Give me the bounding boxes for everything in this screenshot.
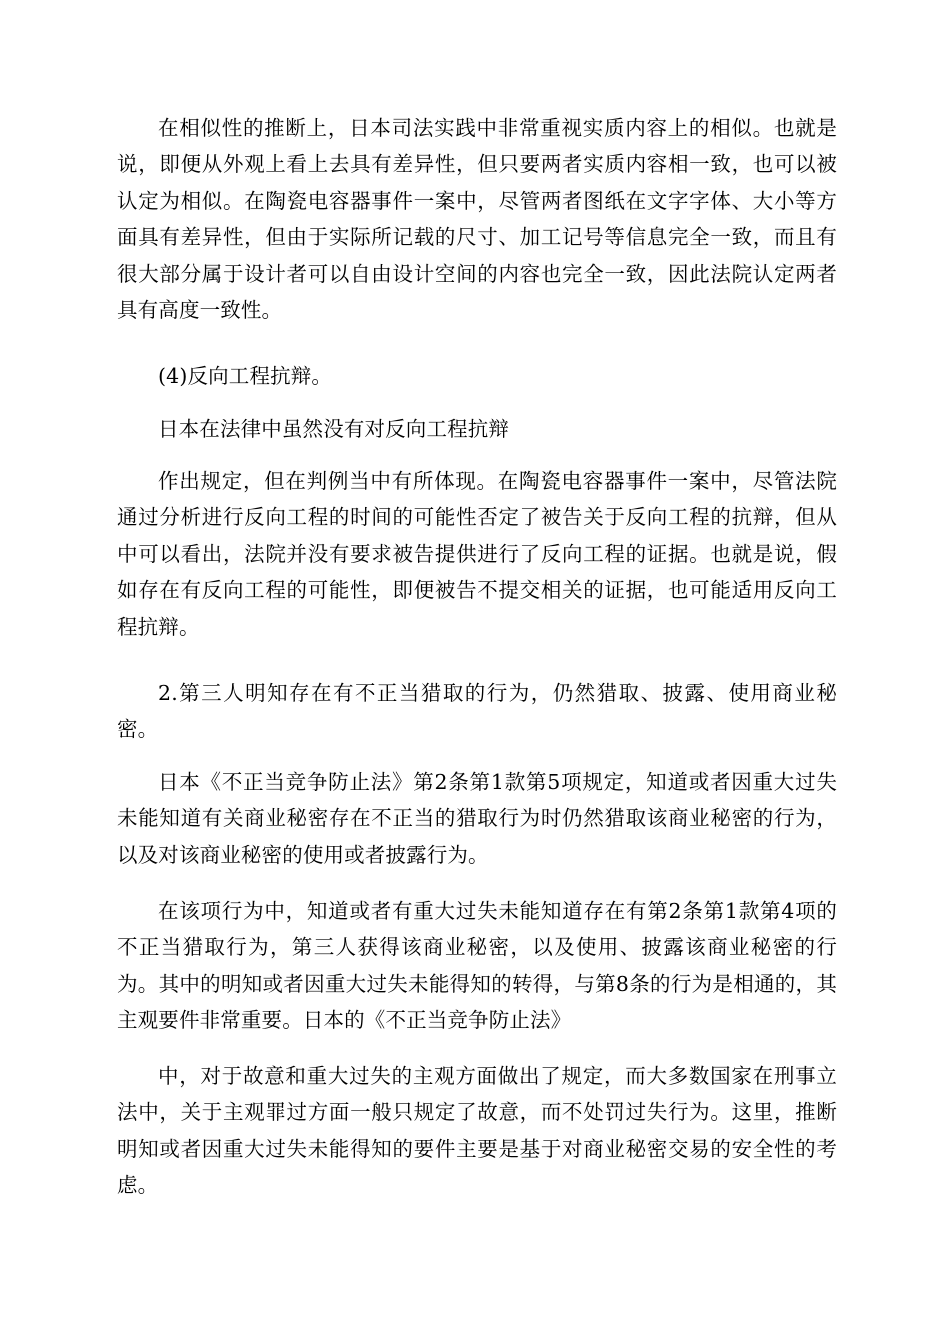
paragraph-intent-negligence: 中，对于故意和重大过失的主观方面做出了规定，而大多数国家在刑事立法中，关于主观罪过方面一般只规定了故意，而不处罚过失行为。这里，推断明知或者因重大过失未能得知的要件主要是基于对商业秘密交易的安全性的考虑。 — [117, 1064, 837, 1198]
paragraph-law-article-2: 日本《不正当竞争防止法》第2条第1款第5项规定，知道或者因重大过失未能知道有关商业秘密存在不正当的猎取行为时仍然猎取该商业秘密的行为，以及对该商业秘密的使用或者披露行为。 — [117, 770, 837, 867]
paragraph-similarity-inference: 在相似性的推断上，日本司法实践中非常重视实质内容上的相似。也就是说，即便从外观上看上去具有差异性，但只要两者实质内容相一致，也可以被认定为相似。在陶瓷电容器事件一案中，尽管两者图纸在文字字体、大小等方面具有差异性，但由于实际所记载的尺寸、加工记号等信息完全一致，而且有很大部分属于设计者可以自由设计空间的内容也完全一致，因此法院认定两者具有高度一致性。 — [117, 116, 837, 323]
paragraph-reverse-engineering-case: 作出规定，但在判例当中有所体现。在陶瓷电容器事件一案中，尽管法院通过分析进行反向工程的时间的可能性否定了被告关于反向工程的抗辩，但从中可以看出，法院并没有要求被告提供进行了反向工程的证据。也就是说，假如存在有反向工程的可能性，即便被告不提交相关的证据，也可能适用反向工程抗辩。 — [117, 469, 837, 639]
paragraph-reverse-engineering-intro: 日本在法律中虽然没有对反向工程抗辩 — [158, 417, 510, 441]
paragraph-heading-third-party: 2.第三人明知存在有不正当猎取的行为，仍然猎取、披露、使用商业秘密。 — [117, 681, 837, 742]
paragraph-heading-reverse-engineering: (4)反向工程抗辩。 — [158, 364, 333, 388]
paragraph-subjective-requirement: 在该项行为中，知道或者有重大过失未能知道存在有第2条第1款第4项的不正当猎取行为，第三人获得该商业秘密，以及使用、披露该商业秘密的行为。其中的明知或者因重大过失未能得知的转得，与第8条的行为是相通的，其主观要件非常重要。日本的《不正当竞争防止法》 — [117, 899, 837, 1033]
